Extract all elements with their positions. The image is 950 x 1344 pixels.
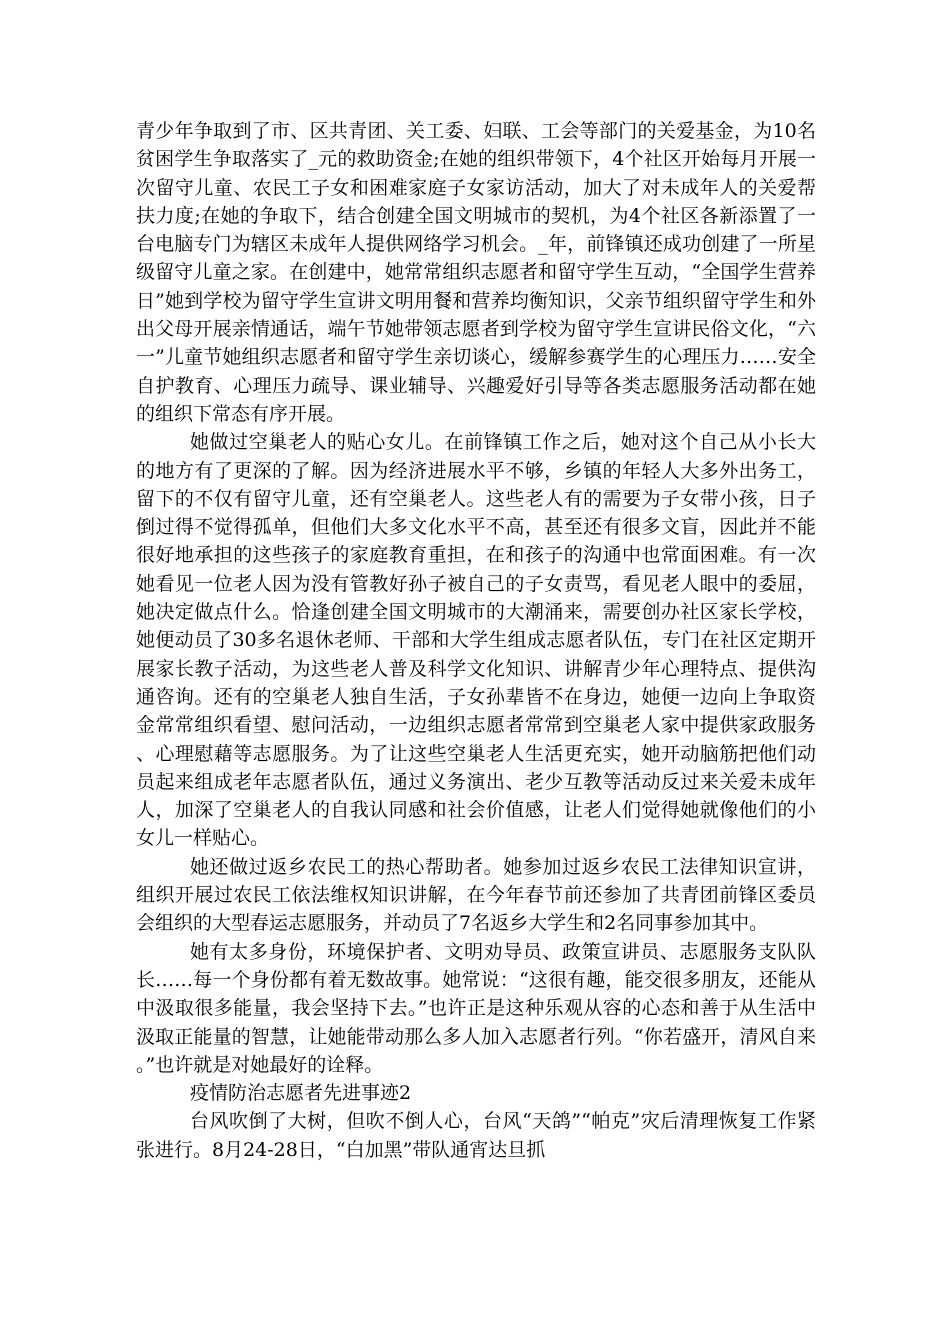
paragraph-5: 台风吹倒了大树，但吹不倒人心，台风“天鸽”“帕克”灾后清理恢复工作紧张进行。8月24-28日，“白加黑”带队通宵达旦抓 xyxy=(136,1110,816,1161)
paragraph-4: 她有太多身份，环境保护者、文明劝导员、政策宣讲员、志愿服务支队队长……每一个身份都有着无数故事。她常说：“这很有趣，能交很多朋友，还能从中汲取很多能量，我会坚持下去。”也许正是这种乐观从容的心态和善于从生活中汲取正能量的智慧，让她能带动那么多人加入志愿者行列。“你若盛开，清风自来。”也许就是对她最好的诠释。 xyxy=(136,940,816,1076)
paragraph-2: 她做过空巢老人的贴心女儿。在前锋镇工作之后，她对这个自己从小长大的地方有了更深的了解。因为经济进展水平不够，乡镇的年轻人大多外出务工，留下的不仅有留守儿童，还有空巢老人。这些老人有的需要为子女带小孩，日子倒过得不觉得孤单，但他们大多文化水平不高，甚至还有很多文盲，因此并不能很好地承担的这些孩子的家庭教育重担，在和孩子的沟通中也常面困难。有一次她看见一位老人因为没有管教好孙子被自己的子女责骂，看见老人眼中的委屈，她决定做点什么。恰逢创建全国文明城市的大潮涌来，需要创办社区家长学校，她便动员了30多名退休老师、干部和大学生组成志愿者队伍，专门在社区定期开展家长教子活动，为这些老人普及科学文化知识、讲解青少年心理特点、提供沟通咨询。还有的空巢老人独自生活，子女孙辈皆不在身边，她便一边向上争取资金常常组织看望、慰问活动，一边组织志愿者常常到空巢老人家中提供家政服务、心理慰藉等志愿服务。为了让这些空巢老人生活更充实，她开动脑筋把他们动员起来组成老年志愿者队伍，通过义务演出、老少互教等活动反过来关爱未成年人，加深了空巢老人的自我认同感和社会价值感，让老人们觉得她就像他们的小女儿一样贴心。 xyxy=(136,431,816,850)
document-body xyxy=(136,117,816,1164)
paragraph-1: 青少年争取到了市、区共青团、关工委、妇联、工会等部门的关爱基金，为10名贫困学生争取落实了_元的救助资金;在她的组织带领下，4个社区开始每月开展一次留守儿童、农民工子女和困难家庭子女家访活动，加大了对未成年人的关爱帮扶力度;在她的争取下，结合创建全国文明城市的契机，为4个社区各新添置了一台电脑专门为辖区未成年人提供网络学习机会。_年，前锋镇还成功创建了一所星级留守儿童之家。在创建中，她常常组织志愿者和留守学生互动，“全国学生营养日”她到学校为留守学生宣讲文明用餐和营养均衡知识，父亲节组织留守学生和外出父母开展亲情通话，端午节她带领志愿者到学校为留守学生宣讲民俗文化，“六一”儿童节她组织志愿者和留守学生亲切谈心，缓解参赛学生的心理压力……安全自护教育、心理压力疏导、课业辅导、兴趣爱好引导等各类志愿服务活动都在她的组织下常态有序开展。 xyxy=(136,120,816,425)
section-heading: 疫情防治志愿者先进事迹2 xyxy=(189,1082,412,1105)
paragraph-3: 她还做过返乡农民工的热心帮助者。她参加过返乡农民工法律知识宣讲，组织开展过农民工依法维权知识讲解，在今年春节前还参加了共青团前锋区委员会组织的大型春运志愿服务，并动员了7名返乡大学生和2名同事参加其中。 xyxy=(136,855,816,935)
